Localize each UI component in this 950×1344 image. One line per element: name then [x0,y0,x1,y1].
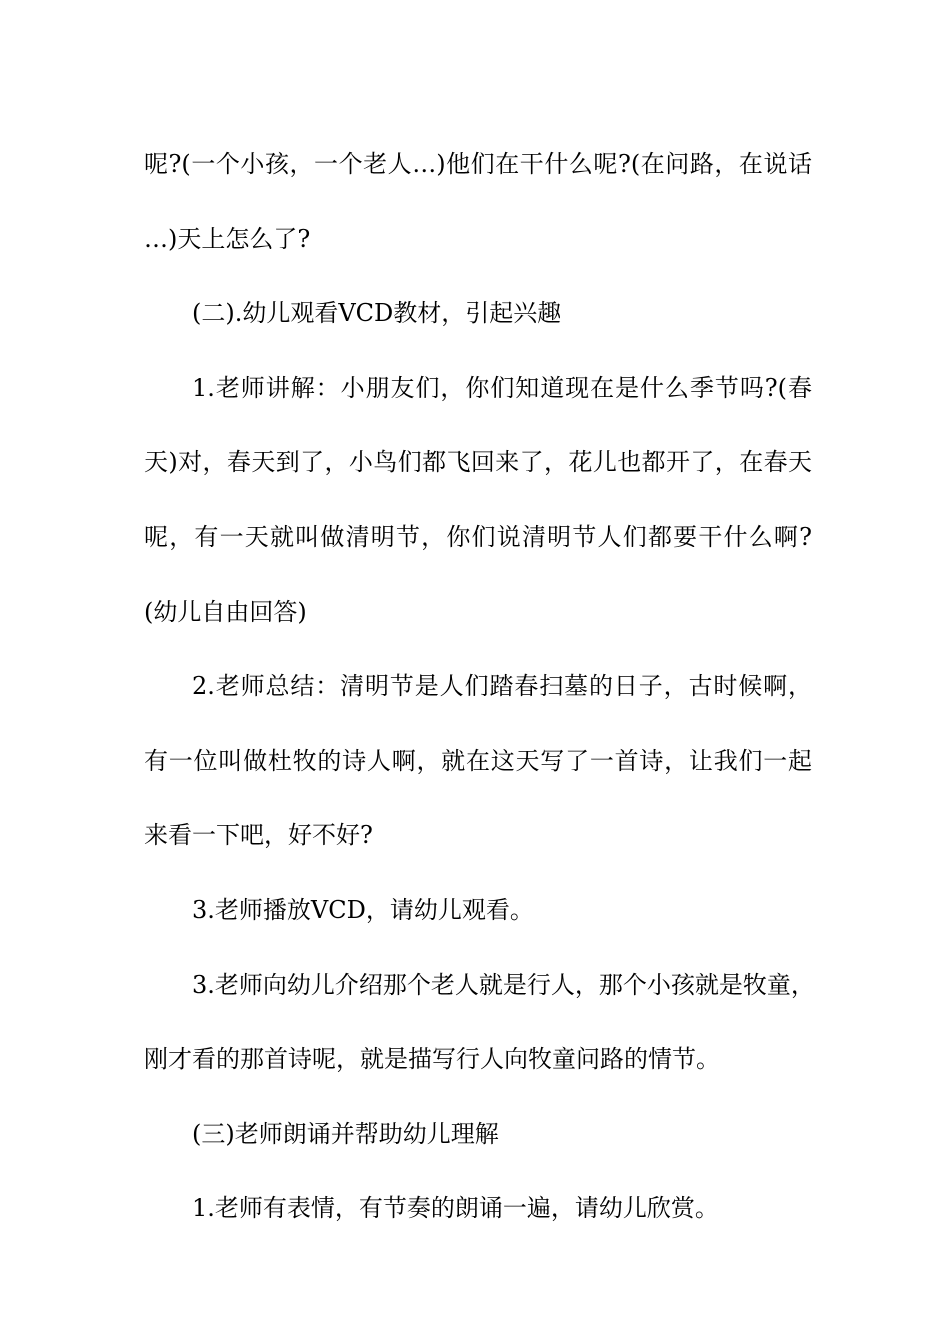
text-line: 天)对，春天到了，小鸟们都飞回来了，花儿也都开了，在春天 [144,448,812,477]
text-line: 来看一下吧，好不好? [144,821,373,850]
section-heading: (二).幼儿观看VCD教材，引起兴趣 [192,299,562,328]
text-line: (幼儿自由回答) [144,597,307,626]
text-line: 3.老师向幼儿介绍那个老人就是行人，那个小孩就是牧童， [192,970,815,999]
section-heading: (三)老师朗诵并帮助幼儿理解 [192,1119,499,1148]
text-line: 2.老师总结：清明节是人们踏春扫墓的日子，古时候啊， [192,672,812,701]
text-line: 刚才看的那首诗呢，就是描写行人向牧童问路的情节。 [144,1045,720,1074]
text-line: 1.老师讲解：小朋友们，你们知道现在是什么季节吗?(春 [192,373,812,402]
text-line: 有一位叫做杜牧的诗人啊，就在这天写了一首诗，让我们一起 [144,746,812,775]
text-line: …)天上怎么了? [144,224,311,253]
document-body [144,127,815,1246]
text-line: 呢，有一天就叫做清明节，你们说清明节人们都要干什么啊? [144,522,812,551]
text-line: 呢?(一个小孩，一个老人…)他们在干什么呢?(在问路，在说话 [144,150,812,178]
text-line: 3.老师播放VCD，请幼儿观看。 [192,895,534,924]
text-line: 1.老师有表情，有节奏的朗诵一遍，请幼儿欣赏。 [192,1194,719,1223]
